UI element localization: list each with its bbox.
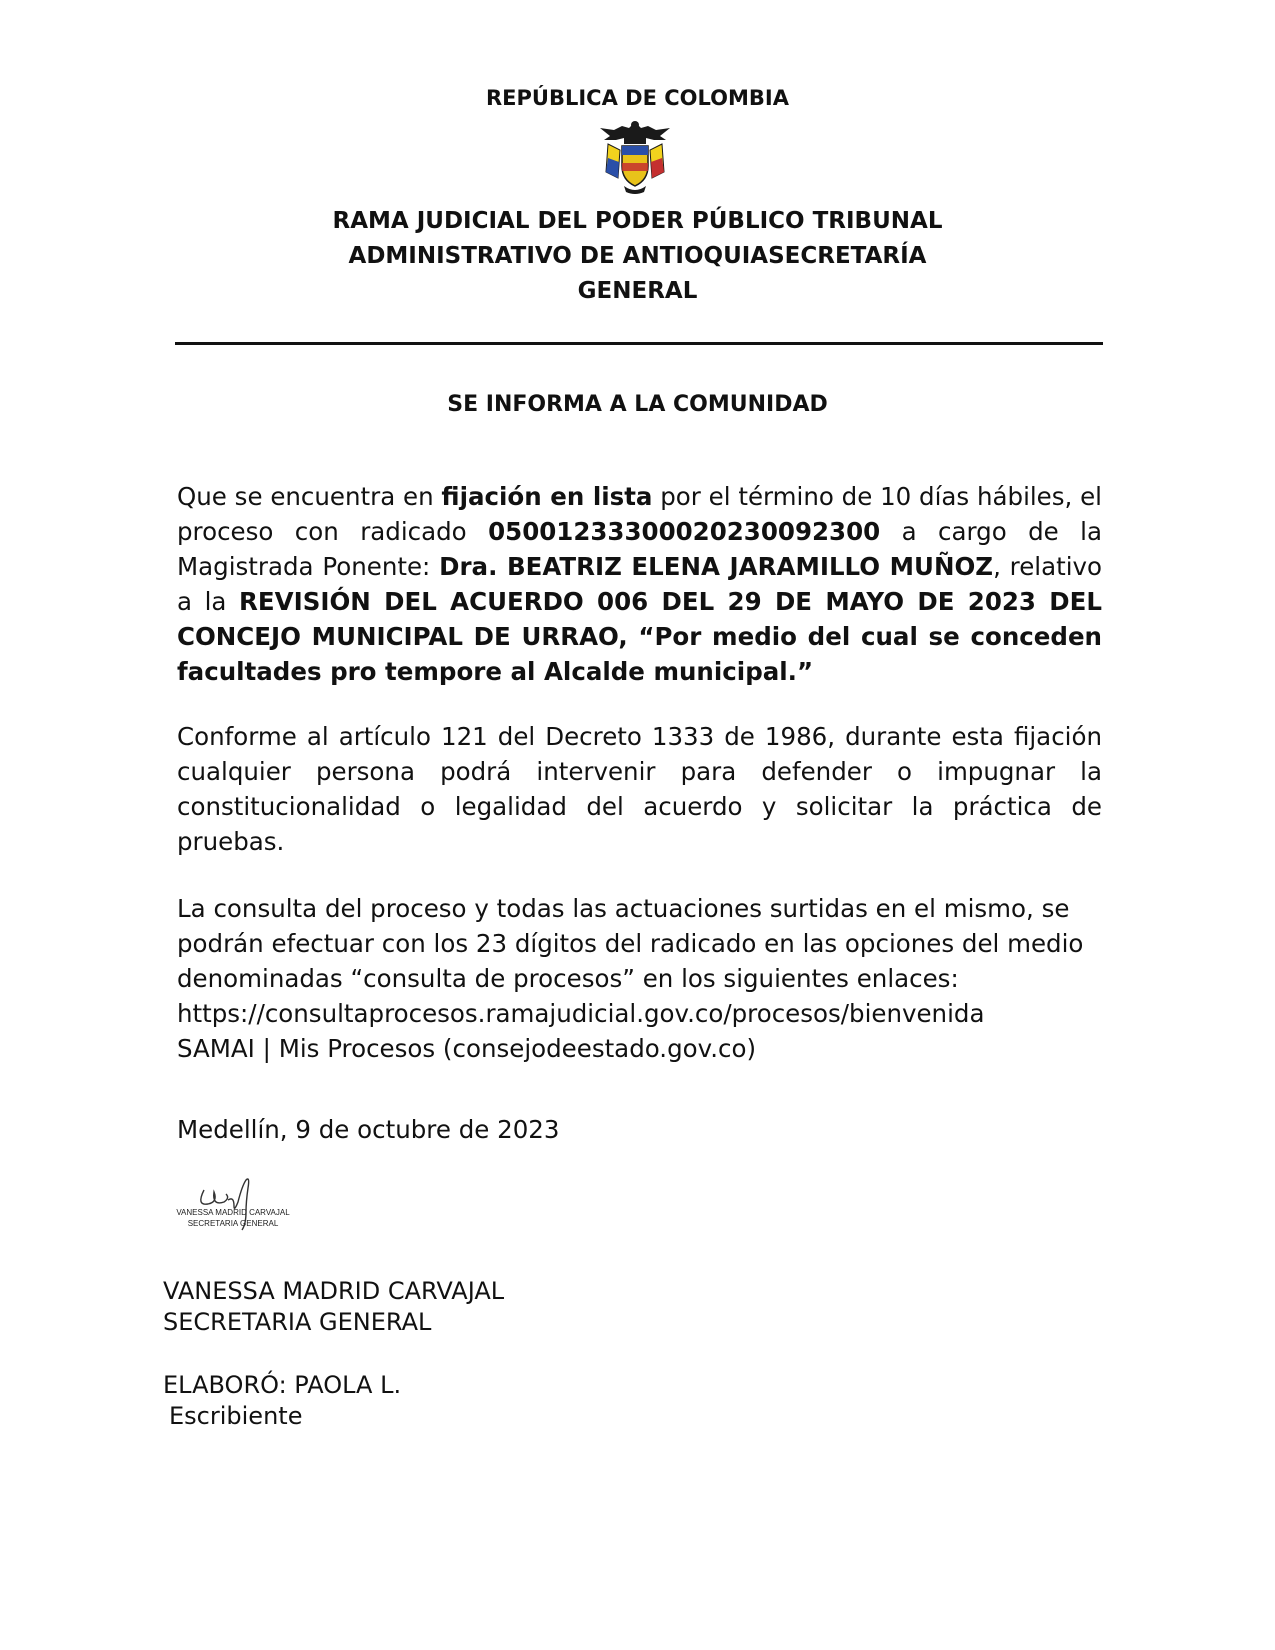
link-consulta-procesos[interactable]: https://consultaprocesos.ramajudicial.gov.co/procesos/bienvenida [177, 999, 985, 1028]
paragraph-fijacion [177, 479, 1102, 689]
signer-title: SECRETARIA GENERAL [163, 1308, 432, 1336]
link-samai[interactable]: SAMAI | Mis Procesos (consejodeestado.gov.co) [177, 1034, 757, 1063]
signature-stamp-name: VANESSA MADRID CARVAJAL [176, 1208, 290, 1217]
institution-heading [0, 204, 1275, 309]
consulta-text: La consulta del proceso y todas las actuaciones surtidas en el mismo, se podrán efectuar con los 23 dígitos del radicado en las opciones del medio denominadas “consulta de procesos” en los siguientes enlaces: [177, 894, 1084, 993]
notice-title: SE INFORMA A LA COMUNIDAD [447, 392, 828, 417]
signer-name: VANESSA MADRID CARVAJAL [163, 1277, 505, 1305]
p1-bold-fijacion: fijación en lista [441, 482, 653, 511]
prepared-by: ELABORÓ: PAOLA L. [163, 1371, 402, 1399]
institution-line-1: RAMA JUDICIAL DEL PODER PÚBLICO TRIBUNAL [332, 208, 943, 234]
header-divider [175, 342, 1103, 345]
place-date: Medellín, 9 de octubre de 2023 [177, 1115, 560, 1144]
p1-text-4: , relativo a la [177, 552, 1102, 616]
paragraph-consulta [177, 891, 1102, 1066]
paragraph-decreto: Conforme al artículo 121 del Decreto 1333 de 1986, durante esta fijación cualquier persona podrá intervenir para defender o impugnar la constitucionalidad o legalidad del acuerdo y solicitar la práctica de pruebas. [177, 722, 1102, 856]
p1-text-1: Que se encuentra en [177, 482, 442, 511]
p1-text-2: por el término de 10 días hábiles, el proceso con radicado [177, 482, 1102, 546]
institution-line-2: ADMINISTRATIVO DE ANTIOQUIASECRETARÍA [348, 243, 927, 269]
colombia-coat-of-arms-icon [594, 116, 676, 198]
country-heading: REPÚBLICA DE COLOMBIA [486, 86, 789, 110]
p1-bold-magistrada: Dra. BEATRIZ ELENA JARAMILLO MUÑOZ [439, 552, 994, 581]
p1-bold-revision: REVISIÓN DEL ACUERDO 006 DEL 29 DE MAYO DE 2023 DEL CONCEJO MUNICIPAL DE URRAO, “Por medio del cual se conceden facultades pro tempore al Alcalde municipal.” [177, 587, 1102, 686]
p1-bold-radicado: 05001233300020230092300 [488, 517, 881, 546]
institution-line-3: GENERAL [577, 278, 698, 304]
signature-stamp-title: SECRETARIA GENERAL [187, 1219, 279, 1228]
signature-image [168, 1172, 298, 1234]
p1-text-3: a cargo de la Magistrada Ponente: [177, 517, 1102, 581]
prepared-by-role: Escribiente [169, 1402, 303, 1430]
